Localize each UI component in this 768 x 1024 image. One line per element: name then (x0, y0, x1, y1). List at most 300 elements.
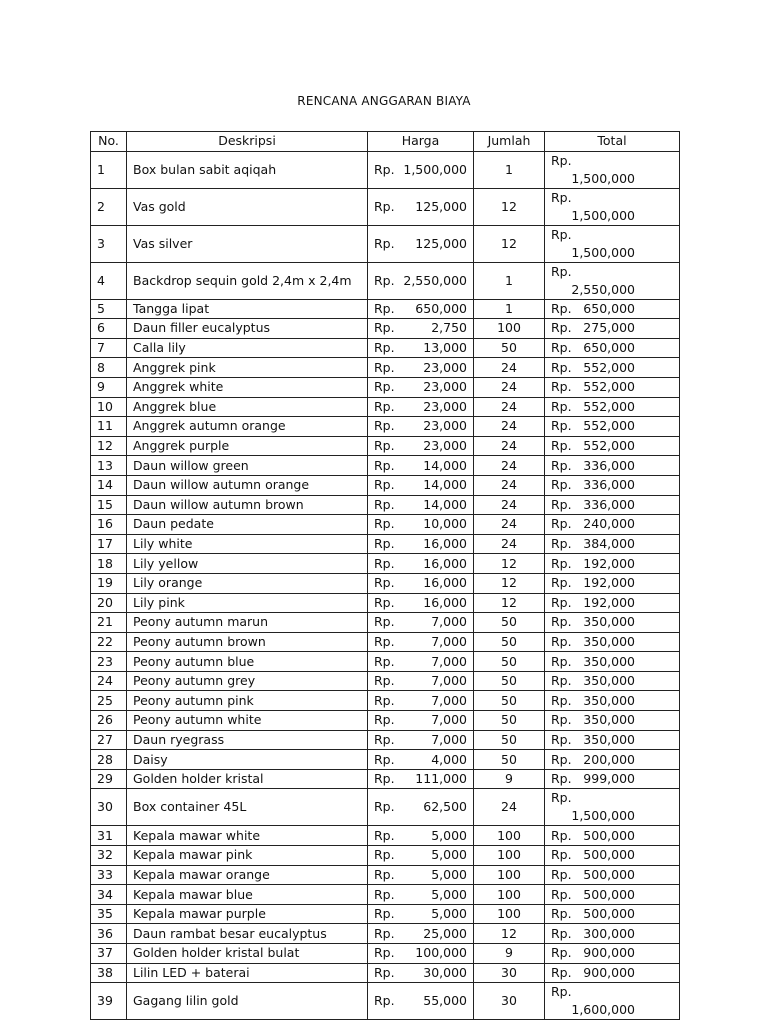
harga-amount: 10,000 (423, 516, 467, 532)
cell-harga (368, 865, 474, 885)
cell-jumlah: 24 (474, 436, 545, 456)
cell-deskripsi: Lily yellow (127, 554, 368, 574)
cell-harga (368, 417, 474, 437)
cell-total (545, 730, 680, 750)
currency-label: Rp. (374, 847, 395, 863)
table-row (91, 319, 680, 339)
cell-harga (368, 534, 474, 554)
table-row (91, 865, 680, 885)
currency-label: Rp. (551, 457, 572, 473)
harga-amount: 7,000 (431, 673, 467, 689)
cell-harga (368, 750, 474, 770)
budget-table (90, 131, 680, 1020)
table-row (91, 573, 680, 593)
cell-deskripsi: Kepala mawar white (127, 826, 368, 846)
table-row (91, 299, 680, 319)
harga-amount: 7,000 (431, 731, 467, 747)
cell-harga (368, 593, 474, 613)
cell-jumlah: 100 (474, 904, 545, 924)
total-amount: 999,000 (583, 771, 635, 787)
cell-jumlah: 12 (474, 924, 545, 944)
currency-label: Rp. (374, 653, 395, 669)
cell-total (545, 573, 680, 593)
table-row (91, 436, 680, 456)
cell-total (545, 515, 680, 535)
cell-total (545, 436, 680, 456)
cell-harga (368, 436, 474, 456)
currency-label: Rp. (551, 340, 572, 356)
currency-label: Rp. (374, 398, 395, 414)
cell-harga (368, 613, 474, 633)
cell-no: 1 (91, 151, 127, 188)
total-amount: 1,600,000 (571, 1002, 635, 1018)
cell-no: 38 (91, 963, 127, 983)
harga-amount: 7,000 (431, 653, 467, 669)
currency-label: Rp. (551, 398, 572, 414)
cell-deskripsi: Lily pink (127, 593, 368, 613)
cell-harga (368, 188, 474, 225)
cell-total (545, 885, 680, 905)
total-amount: 192,000 (583, 575, 635, 591)
cell-total (545, 691, 680, 711)
currency-label: Rp. (551, 827, 572, 843)
currency-label: Rp. (374, 993, 395, 1009)
cell-jumlah: 24 (474, 475, 545, 495)
cell-no: 4 (91, 262, 127, 299)
cell-no: 30 (91, 789, 127, 826)
cell-no: 8 (91, 358, 127, 378)
cell-harga (368, 632, 474, 652)
total-amount: 240,000 (583, 516, 635, 532)
currency-label: Rp. (551, 771, 572, 787)
cell-jumlah: 50 (474, 338, 545, 358)
cell-jumlah: 12 (474, 188, 545, 225)
cell-no: 9 (91, 377, 127, 397)
cell-deskripsi: Anggrek purple (127, 436, 368, 456)
cell-no: 21 (91, 613, 127, 633)
cell-harga (368, 397, 474, 417)
cell-jumlah: 50 (474, 750, 545, 770)
total-amount: 500,000 (583, 886, 635, 902)
cell-total (545, 865, 680, 885)
total-amount: 350,000 (583, 731, 635, 747)
harga-amount: 5,000 (431, 886, 467, 902)
harga-amount: 5,000 (431, 847, 467, 863)
currency-label: Rp. (551, 925, 572, 941)
cell-harga (368, 924, 474, 944)
cell-total (545, 632, 680, 652)
total-amount: 2,550,000 (571, 281, 635, 297)
header-harga: Harga (368, 132, 474, 152)
cell-harga (368, 358, 474, 378)
harga-amount: 7,000 (431, 692, 467, 708)
currency-label: Rp. (374, 235, 395, 251)
cell-total (545, 495, 680, 515)
cell-deskripsi: Anggrek autumn orange (127, 417, 368, 437)
cell-jumlah: 24 (474, 534, 545, 554)
total-amount: 350,000 (583, 712, 635, 728)
cell-no: 23 (91, 652, 127, 672)
harga-amount: 2,750 (431, 320, 467, 336)
currency-label: Rp. (374, 771, 395, 787)
currency-label: Rp. (551, 496, 572, 512)
cell-jumlah: 12 (474, 225, 545, 262)
cell-total (545, 789, 680, 826)
table-row (91, 924, 680, 944)
table-row (91, 338, 680, 358)
table-row (91, 225, 680, 262)
total-amount: 500,000 (583, 847, 635, 863)
cell-jumlah: 24 (474, 495, 545, 515)
cell-total (545, 826, 680, 846)
total-amount: 384,000 (583, 536, 635, 552)
currency-label: Rp. (551, 189, 572, 205)
currency-label: Rp. (374, 712, 395, 728)
currency-label: Rp. (374, 964, 395, 980)
cell-deskripsi: Anggrek pink (127, 358, 368, 378)
cell-deskripsi: Backdrop sequin gold 2,4m x 2,4m (127, 262, 368, 299)
harga-amount: 1,500,000 (403, 161, 467, 177)
table-row (91, 983, 680, 1020)
cell-jumlah: 100 (474, 846, 545, 866)
cell-no: 10 (91, 397, 127, 417)
harga-amount: 13,000 (423, 340, 467, 356)
cell-harga (368, 262, 474, 299)
currency-label: Rp. (374, 673, 395, 689)
currency-label: Rp. (374, 438, 395, 454)
harga-amount: 2,550,000 (403, 272, 467, 288)
currency-label: Rp. (551, 847, 572, 863)
table-row (91, 789, 680, 826)
cell-no: 18 (91, 554, 127, 574)
total-amount: 900,000 (583, 964, 635, 980)
table-row (91, 495, 680, 515)
cell-jumlah: 50 (474, 613, 545, 633)
cell-jumlah: 100 (474, 319, 545, 339)
table-row (91, 671, 680, 691)
cell-no: 32 (91, 846, 127, 866)
cell-deskripsi: Peony autumn marun (127, 613, 368, 633)
table-row (91, 417, 680, 437)
cell-total (545, 225, 680, 262)
cell-total (545, 534, 680, 554)
currency-label: Rp. (374, 536, 395, 552)
currency-label: Rp. (551, 594, 572, 610)
currency-label: Rp. (374, 633, 395, 649)
total-amount: 350,000 (583, 614, 635, 630)
cell-no: 15 (91, 495, 127, 515)
currency-label: Rp. (551, 945, 572, 961)
currency-label: Rp. (374, 516, 395, 532)
cell-harga (368, 711, 474, 731)
cell-harga (368, 319, 474, 339)
cell-harga (368, 456, 474, 476)
total-amount: 1,500,000 (571, 170, 635, 186)
cell-total (545, 151, 680, 188)
cell-total (545, 671, 680, 691)
cell-harga (368, 789, 474, 826)
cell-deskripsi: Lilin LED + baterai (127, 963, 368, 983)
cell-deskripsi: Peony autumn blue (127, 652, 368, 672)
table-row (91, 885, 680, 905)
currency-label: Rp. (551, 226, 572, 242)
cell-no: 39 (91, 983, 127, 1020)
cell-jumlah: 1 (474, 299, 545, 319)
cell-harga (368, 225, 474, 262)
cell-no: 22 (91, 632, 127, 652)
cell-harga (368, 151, 474, 188)
cell-deskripsi: Kepala mawar pink (127, 846, 368, 866)
cell-total (545, 846, 680, 866)
table-row (91, 846, 680, 866)
cell-no: 2 (91, 188, 127, 225)
cell-no: 29 (91, 769, 127, 789)
currency-label: Rp. (374, 300, 395, 316)
cell-deskripsi: Daun rambat besar eucalyptus (127, 924, 368, 944)
cell-deskripsi: Peony autumn grey (127, 671, 368, 691)
cell-total (545, 924, 680, 944)
table-row (91, 534, 680, 554)
cell-total (545, 711, 680, 731)
table-row (91, 730, 680, 750)
cell-total (545, 319, 680, 339)
currency-label: Rp. (551, 300, 572, 316)
currency-label: Rp. (551, 359, 572, 375)
harga-amount: 16,000 (423, 555, 467, 571)
cell-total (545, 963, 680, 983)
total-amount: 552,000 (583, 438, 635, 454)
cell-deskripsi: Golden holder kristal (127, 769, 368, 789)
total-amount: 500,000 (583, 827, 635, 843)
harga-amount: 14,000 (423, 477, 467, 493)
cell-no: 26 (91, 711, 127, 731)
cell-no: 27 (91, 730, 127, 750)
harga-amount: 55,000 (423, 993, 467, 1009)
currency-label: Rp. (374, 799, 395, 815)
cell-harga (368, 826, 474, 846)
cell-jumlah: 9 (474, 769, 545, 789)
table-row (91, 826, 680, 846)
total-amount: 1,500,000 (571, 808, 635, 824)
cell-deskripsi: Lily orange (127, 573, 368, 593)
total-amount: 200,000 (583, 751, 635, 767)
cell-harga (368, 652, 474, 672)
currency-label: Rp. (551, 984, 572, 1000)
total-amount: 1,500,000 (571, 207, 635, 223)
cell-jumlah: 12 (474, 593, 545, 613)
currency-label: Rp. (551, 731, 572, 747)
cell-jumlah: 100 (474, 865, 545, 885)
currency-label: Rp. (551, 263, 572, 279)
currency-label: Rp. (374, 945, 395, 961)
cell-no: 24 (91, 671, 127, 691)
cell-harga (368, 299, 474, 319)
cell-harga (368, 475, 474, 495)
harga-amount: 5,000 (431, 866, 467, 882)
table-row (91, 769, 680, 789)
currency-label: Rp. (551, 379, 572, 395)
cell-jumlah: 30 (474, 963, 545, 983)
currency-label: Rp. (551, 673, 572, 689)
cell-harga (368, 846, 474, 866)
cell-total (545, 358, 680, 378)
table-row (91, 750, 680, 770)
cell-harga (368, 554, 474, 574)
cell-total (545, 904, 680, 924)
harga-amount: 62,500 (423, 799, 467, 815)
table-header-row (91, 132, 680, 152)
cell-jumlah: 50 (474, 711, 545, 731)
cell-deskripsi: Lily white (127, 534, 368, 554)
cell-deskripsi: Daisy (127, 750, 368, 770)
harga-amount: 4,000 (431, 751, 467, 767)
cell-harga (368, 944, 474, 964)
cell-jumlah: 30 (474, 983, 545, 1020)
currency-label: Rp. (551, 555, 572, 571)
table-row (91, 456, 680, 476)
cell-jumlah: 24 (474, 358, 545, 378)
currency-label: Rp. (551, 418, 572, 434)
table-row (91, 652, 680, 672)
currency-label: Rp. (551, 906, 572, 922)
cell-no: 19 (91, 573, 127, 593)
cell-harga (368, 495, 474, 515)
cell-deskripsi: Peony autumn white (127, 711, 368, 731)
currency-label: Rp. (551, 438, 572, 454)
harga-amount: 7,000 (431, 633, 467, 649)
currency-label: Rp. (374, 477, 395, 493)
cell-no: 35 (91, 904, 127, 924)
cell-total (545, 983, 680, 1020)
currency-label: Rp. (374, 340, 395, 356)
currency-label: Rp. (551, 633, 572, 649)
harga-amount: 23,000 (423, 438, 467, 454)
currency-label: Rp. (551, 692, 572, 708)
harga-amount: 5,000 (431, 906, 467, 922)
harga-amount: 23,000 (423, 418, 467, 434)
currency-label: Rp. (551, 964, 572, 980)
cell-total (545, 944, 680, 964)
cell-deskripsi: Daun ryegrass (127, 730, 368, 750)
cell-harga (368, 963, 474, 983)
cell-total (545, 613, 680, 633)
total-amount: 336,000 (583, 457, 635, 473)
currency-label: Rp. (551, 320, 572, 336)
currency-label: Rp. (551, 477, 572, 493)
table-row (91, 613, 680, 633)
cell-harga (368, 904, 474, 924)
cell-deskripsi: Vas gold (127, 188, 368, 225)
cell-no: 36 (91, 924, 127, 944)
cell-total (545, 417, 680, 437)
currency-label: Rp. (551, 712, 572, 728)
currency-label: Rp. (374, 457, 395, 473)
currency-label: Rp. (374, 925, 395, 941)
harga-amount: 14,000 (423, 457, 467, 473)
total-amount: 552,000 (583, 418, 635, 434)
currency-label: Rp. (551, 653, 572, 669)
currency-label: Rp. (374, 418, 395, 434)
cell-jumlah: 50 (474, 632, 545, 652)
cell-no: 6 (91, 319, 127, 339)
total-amount: 275,000 (583, 320, 635, 336)
harga-amount: 25,000 (423, 925, 467, 941)
table-row (91, 358, 680, 378)
total-amount: 500,000 (583, 866, 635, 882)
currency-label: Rp. (551, 790, 572, 806)
harga-amount: 16,000 (423, 594, 467, 610)
cell-no: 16 (91, 515, 127, 535)
total-amount: 900,000 (583, 945, 635, 961)
table-row (91, 632, 680, 652)
harga-amount: 23,000 (423, 379, 467, 395)
cell-total (545, 377, 680, 397)
cell-deskripsi: Tangga lipat (127, 299, 368, 319)
table-row (91, 904, 680, 924)
currency-label: Rp. (374, 161, 395, 177)
cell-harga (368, 515, 474, 535)
cell-total (545, 397, 680, 417)
cell-total (545, 456, 680, 476)
cell-no: 7 (91, 338, 127, 358)
cell-jumlah: 1 (474, 262, 545, 299)
cell-deskripsi: Daun willow autumn brown (127, 495, 368, 515)
total-amount: 650,000 (583, 340, 635, 356)
currency-label: Rp. (374, 886, 395, 902)
table-row (91, 151, 680, 188)
currency-label: Rp. (374, 320, 395, 336)
cell-deskripsi: Box container 45L (127, 789, 368, 826)
cell-deskripsi: Peony autumn brown (127, 632, 368, 652)
harga-amount: 30,000 (423, 964, 467, 980)
cell-deskripsi: Daun filler eucalyptus (127, 319, 368, 339)
cell-no: 13 (91, 456, 127, 476)
cell-jumlah: 24 (474, 377, 545, 397)
cell-total (545, 188, 680, 225)
harga-amount: 650,000 (415, 300, 467, 316)
cell-jumlah: 50 (474, 730, 545, 750)
cell-harga (368, 730, 474, 750)
cell-jumlah: 50 (474, 691, 545, 711)
cell-deskripsi: Calla lily (127, 338, 368, 358)
table-row (91, 944, 680, 964)
cell-total (545, 769, 680, 789)
cell-jumlah: 100 (474, 885, 545, 905)
currency-label: Rp. (374, 575, 395, 591)
cell-deskripsi: Kepala mawar purple (127, 904, 368, 924)
currency-label: Rp. (551, 866, 572, 882)
page-title: RENCANA ANGGARAN BIAYA (297, 94, 471, 108)
cell-harga (368, 691, 474, 711)
table-row (91, 188, 680, 225)
cell-total (545, 338, 680, 358)
cell-no: 14 (91, 475, 127, 495)
cell-harga (368, 885, 474, 905)
cell-jumlah: 24 (474, 515, 545, 535)
cell-no: 34 (91, 885, 127, 905)
cell-jumlah: 100 (474, 826, 545, 846)
total-amount: 350,000 (583, 673, 635, 689)
table-row (91, 554, 680, 574)
currency-label: Rp. (551, 536, 572, 552)
cell-deskripsi: Golden holder kristal bulat (127, 944, 368, 964)
cell-total (545, 593, 680, 613)
cell-no: 17 (91, 534, 127, 554)
harga-amount: 16,000 (423, 536, 467, 552)
table-body (91, 151, 680, 1020)
cell-no: 20 (91, 593, 127, 613)
harga-amount: 125,000 (415, 235, 467, 251)
